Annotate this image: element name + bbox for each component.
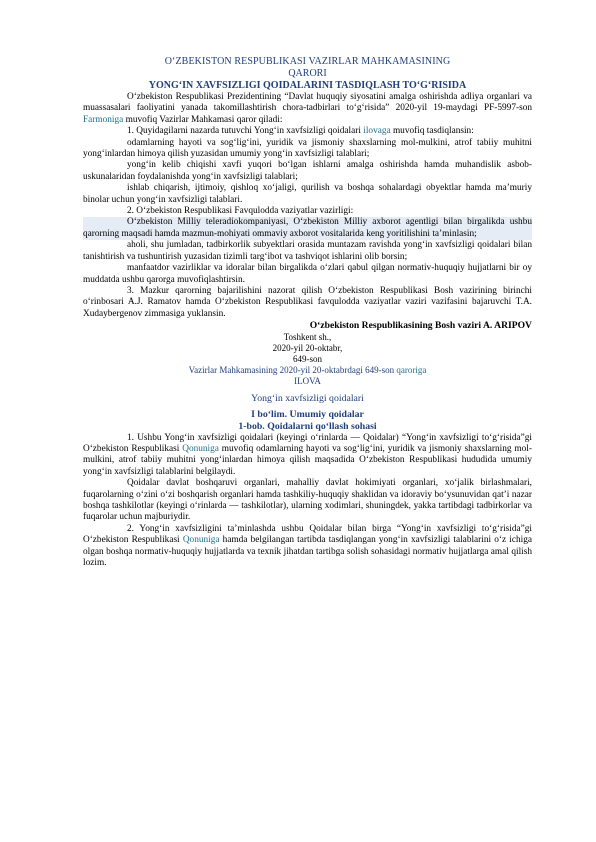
intro-paragraph: O‘zbekiston Respublikasi Prezidentining “Davlat huquqiy siyosatini amalga oshirishda adliya organlari va muassasalari faoliyatini yanada takomillashtirish chora-tadbirlari to‘g‘risida” 2020-yil 19-maydagi PF-5997-son Farmoniga muvofiq Vazirlar Mahkamasi qaror qiladi: — [83, 92, 532, 125]
signature: O‘zbekiston Respublikasining Bosh vaziri A. ARIPOV — [309, 320, 532, 332]
item-1-bullet-3: ishlab chiqarish, ijtimoiy, qishloq xo‘jaligi, qurilish va boshqa sohalardagi obyektlar hamda ma’muriy binolar uchun yong‘in xavfsizligi talablari. — [83, 183, 532, 205]
item-3: 3. Mazkur qarorning bajarilishini nazorat qilish O‘zbekiston Respublikasi Bosh vazirining birinchi o‘rinbosari A.J. Ramatov hamda O‘zbekiston Respublikasi favqulodda vaziyatlar vaziri vazifasini bajaruvchi T.A. Xudaybergenov zimmasiga yuklansin. — [83, 285, 532, 319]
farmoniga-link[interactable]: Farmoniga — [83, 114, 124, 125]
part-title: I bo‘lim. Umumiy qoidalar — [251, 408, 364, 420]
qonuniga-link-1[interactable]: Qonuniga — [182, 443, 219, 454]
meta-number: 649-son — [293, 353, 322, 364]
item-1-bullet-1: odamlarning hayoti va sog‘lig‘ini, yuridik va jismoniy shaxslarning mol-mulkini, atrof tabiiy muhitni yong‘inlardan himoya qilish yuzasidan umumiy yong‘in xavfsizligi talablari; — [83, 137, 532, 160]
rules-title: Yong‘in xavfsizligi qoidalari — [251, 392, 364, 404]
qaroriga-link[interactable]: qaroriga — [396, 364, 427, 375]
item-2-bullet-3: manfaatdor vazirliklar va idoralar bilan birgalikda o‘zlari qabul qilgan normativ-huquqiy hujjatlarni bir oy muddatda ushbu qarorga muvofiqlashtirsin. — [83, 263, 532, 285]
qonuniga-link-2[interactable]: Qonuniga — [182, 535, 220, 546]
annex-label: ILOVA — [294, 375, 321, 386]
item-2-bullet-2: aholi, shu jumladan, tadbirkorlik subyektlari orasida muntazam ravishda yong‘in xavfsizligi qoidalari bilan tanishtirish va tushuntirish yuzasidan tizimli targ‘ibot va tashviqot ishlarini olib borsin; — [83, 240, 532, 262]
chapter-title: 1-bob. Qoidalarni qo‘llash sohasi — [238, 420, 377, 432]
item-2-bullet-1: O‘zbekiston Milliy teleradiokompaniyasi, O‘zbekiston Milliy axborot agentligi bilan birgalikda ushbu qarorning maqsadi hamda mazmun-mohiyati ommaviy axborot vositalarida keng yoritilishini ta’minlasin; — [83, 217, 532, 239]
header-line1: O‘ZBEKISTON RESPUBLIKASI VAZIRLAR MAHKAMASINING — [164, 56, 451, 67]
meta-city: Toshkent sh., — [283, 331, 332, 342]
item-1: 1. Quyidagilarni nazarda tutuvchi Yong‘in xavfsizligi qoidalari ilovaga muvofiq tasdiqlansin: — [127, 126, 474, 137]
rule-1-paragraph-2: Qoidalar davlat boshqaruvi organlari, mahalliy davlat hokimiyati organlari, xo‘jalik birlashmalari, fuqarolarning o‘zini o‘zi boshqarish organlari hamda tashkiliy-huquqiy shaklidan va idoraviy bo‘ysunuvidan qat’i nazar boshqa tashkilotlar (keyingi o‘rinlarda — tashkilotlar), ularning xodimlari, shuningdek, yakka tartibdagi tadbirkorlar va fuqarolar uchun majburiydir. — [83, 478, 532, 523]
meta-date: 2020-yil 20-oktabr, — [272, 342, 343, 353]
annex-reference: Vazirlar Mahkamasining 2020-yil 20-oktabrdagi 649-son qaroriga — [188, 364, 427, 375]
rule-1: 1. Ushbu Yong‘in xavfsizligi qoidalari (keyingi o‘rinlarda — Qoidalar) “Yong‘in xavfsizligi to‘g‘risida”gi O‘zbekiston Respublikasi Qonuniga muvofiq odamlarning hayoti va sog‘lig‘ini, yuridik va jismoniy shaxslarning mol-mulkini, atrof tabiiy muhitni yong‘inlardan himoya qilish maqsadida O‘zbekiston Respublikasi hududida umumiy yong‘in xavfsizligi talablarini belgilaydi. — [83, 432, 532, 477]
document-title: YONG‘IN XAVFSIZLIGI QOIDALARINI TASDIQLASH TO‘G‘RISIDA — [148, 80, 467, 91]
item-1-bullet-2: yong‘in kelib chiqishi xavfi yuqori bo‘lgan ishlarni amalga oshirishda hamda muhandislik asbob-uskunalaridan foydalanishda yong‘in xavfsizligi talablari; — [83, 160, 532, 182]
rule-2: 2. Yong‘in xavfsizligini ta’minlashda ushbu Qoidalar bilan birga “Yong‘in xavfsizligi to‘g‘risida”gi O‘zbekiston Respublikasi Qonuniga hamda belgilangan tartibda tasdiqlangan yong‘in xavfsizligi talablarini o‘z ichiga olgan boshqa normativ-huquqiy hujjatlarda va texnik jihatdan tartibga solish sohasidagi normativ hujjatlarga amal qilish lozim. — [83, 523, 533, 568]
ilovaga-link[interactable]: ilovaga — [363, 126, 391, 137]
item-2: 2. O‘zbekiston Respublikasi Favqulodda vaziyatlar vazirligi: — [127, 206, 354, 217]
header-line2: QARORI — [288, 68, 327, 79]
